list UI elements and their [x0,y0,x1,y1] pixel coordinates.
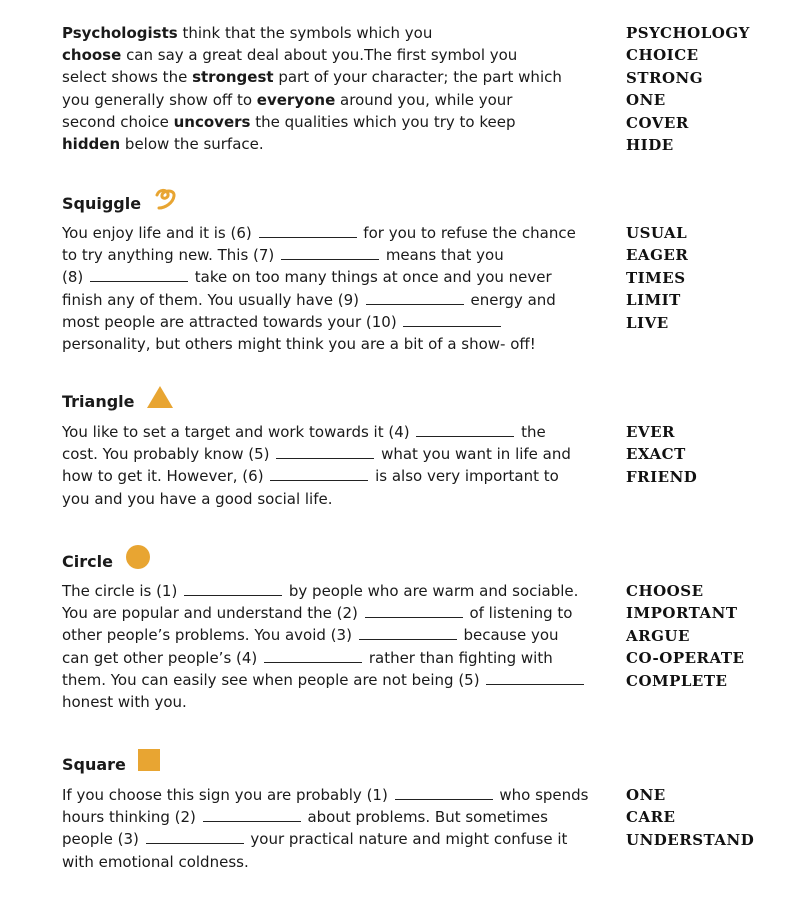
square-icon [137,748,161,782]
word-form-prompt: LIVE [626,313,669,332]
word-form-prompt: PSYCHOLOGY [626,24,750,42]
gap-blank[interactable] [486,670,584,685]
gap-blank[interactable] [403,312,501,327]
text-run: means that you [381,246,504,265]
word-form-prompt: CHOICE [626,46,699,65]
text-line [62,691,612,713]
word-form-prompt: COVER [626,113,689,132]
text-run: for you to refuse the chance [358,224,576,242]
bold-keyword: strongest [192,68,274,87]
text-run: below the surface. [120,135,264,154]
text-line [62,669,612,691]
circle-icon [125,544,151,580]
text-run: around you, while your [335,90,513,109]
gap-blank[interactable] [416,422,514,437]
word-list-circle [626,580,796,692]
word-form-prompt: COMPLETE [626,671,728,690]
text-run: by people who are warm and sociable. [284,582,579,600]
intro-word-list [626,22,796,156]
text-run: other people’s problems. You avoid (3) [62,626,357,645]
text-line [62,647,612,669]
word-form-prompt: FRIEND [626,467,698,486]
section-heading-square [62,748,161,778]
text-run: to try anything new. This (7) [62,246,280,265]
word-form-prompt: STRONG [626,68,704,87]
text-run: If you choose this sign you are probably (1) [62,786,393,804]
text-line [62,244,612,266]
text-line [62,222,612,244]
text-run: cost. You probably know (5) [62,445,275,464]
bold-keyword: hidden [62,135,121,154]
section-heading-triangle [62,385,174,415]
text-run: with emotional coldness. [62,852,249,871]
word-form-prompt: EVER [626,423,675,441]
gap-blank[interactable] [365,603,463,618]
word-form-prompt: EXACT [626,445,686,464]
word-form-prompt: ARGUE [626,626,690,645]
text-run: (8) [62,268,89,287]
gap-blank[interactable] [395,785,493,800]
section-heading-squiggle [62,186,179,216]
text-line [62,624,612,646]
word-form-prompt: IMPORTANT [626,604,738,623]
text-run: can get other people’s (4) [62,648,263,667]
text-run: most people are attracted towards your (10) [62,312,402,331]
word-form-prompt: ONE [626,786,666,804]
word-form-prompt: TIMES [626,268,686,287]
text-run: is also very important to [370,467,559,486]
text-run: who spends [494,786,589,804]
word-list-squiggle [626,222,796,334]
text-line [62,311,612,333]
gap-blank[interactable] [184,581,282,596]
text-run: finish any of them. You usually have (9) [62,290,364,309]
text-line [62,421,612,443]
gap-blank[interactable] [203,807,301,822]
text-run: honest with you. [62,693,187,712]
intro-line [62,66,612,88]
intro-line [62,22,612,44]
text-run: people (3) [62,830,144,849]
text-line [62,602,612,624]
text-line [62,851,612,873]
paragraph-triangle [62,421,612,510]
gap-blank[interactable] [270,466,368,481]
section-heading-circle [62,544,151,574]
bold-keyword: uncovers [173,112,251,131]
text-line [62,488,612,510]
word-form-prompt: CHOOSE [626,582,704,600]
text-line [62,465,612,487]
text-line [62,266,612,288]
word-form-prompt: UNDERSTAND [626,830,755,849]
word-form-prompt: HIDE [626,136,674,155]
text-line [62,333,612,355]
word-form-prompt: LIMIT [626,291,681,310]
text-run: part of your character; the part which [273,68,562,87]
section-title: Square [62,755,126,774]
text-line [62,784,612,806]
text-run: The circle is (1) [62,582,183,600]
bold-keyword: everyone [256,90,336,109]
text-run: about problems. But sometimes [302,808,548,827]
text-run: can say a great deal about you.The first symbol you [121,46,518,65]
text-run: how to get it. However, (6) [62,467,269,486]
text-line [62,289,612,311]
text-run: your practical nature and might confuse it [245,830,568,849]
text-run: the [516,423,546,441]
word-form-prompt: CO-OPERATE [626,649,745,668]
word-form-prompt: ONE [626,91,666,110]
intro-line [62,133,612,155]
section-title: Circle [62,552,113,571]
intro-line [62,111,612,133]
bold-keyword: choose [62,46,122,65]
text-run: them. You can easily see when people are not being (5) [62,670,485,689]
word-form-prompt: USUAL [626,224,688,242]
text-line [62,580,612,602]
word-list-square [626,784,796,851]
gap-blank[interactable] [259,223,357,238]
paragraph-circle [62,580,612,713]
paragraph-squiggle [62,222,612,355]
text-run: you and you have a good social life. [62,489,333,508]
text-run: energy and [465,290,556,309]
gap-blank[interactable] [146,829,244,844]
text-run: think that the symbols which you [177,24,433,42]
gap-blank[interactable] [366,290,464,305]
gap-blank[interactable] [359,625,457,640]
text-run: select shows the [62,68,193,87]
word-list-triangle [626,421,796,488]
text-line [62,443,612,465]
text-run: the qualities which you try to keep [250,112,516,131]
triangle-icon [146,385,174,419]
text-line [62,806,612,828]
text-run: you generally show off to [62,90,257,109]
gap-blank[interactable] [264,648,362,663]
text-run: personality, but others might think you are a bit of a show- off! [62,335,536,354]
word-form-prompt: CARE [626,808,676,827]
text-run: hours thinking (2) [62,808,201,827]
intro-line [62,44,612,66]
text-run: You enjoy life and it is (6) [62,224,257,242]
paragraph-square [62,784,612,873]
intro-line [62,89,612,111]
text-run: of listening to [464,604,573,623]
gap-blank[interactable] [281,245,379,260]
gap-blank[interactable] [276,444,374,459]
text-run: what you want in life and [376,445,571,464]
intro-paragraph [62,22,612,155]
text-run: You are popular and understand the (2) [62,604,363,623]
gap-blank[interactable] [90,267,188,282]
bold-keyword: Psychologists [62,24,178,42]
text-run: second choice [62,112,174,131]
text-run: rather than fighting with [364,648,553,667]
text-run: because you [458,626,559,645]
text-run: You like to set a target and work towards it (4) [62,423,415,441]
text-line [62,828,612,850]
squiggle-icon [153,186,179,222]
word-form-prompt: EAGER [626,246,689,265]
section-title: Triangle [62,392,135,411]
text-run: take on too many things at once and you never [190,268,552,287]
section-title: Squiggle [62,194,142,213]
